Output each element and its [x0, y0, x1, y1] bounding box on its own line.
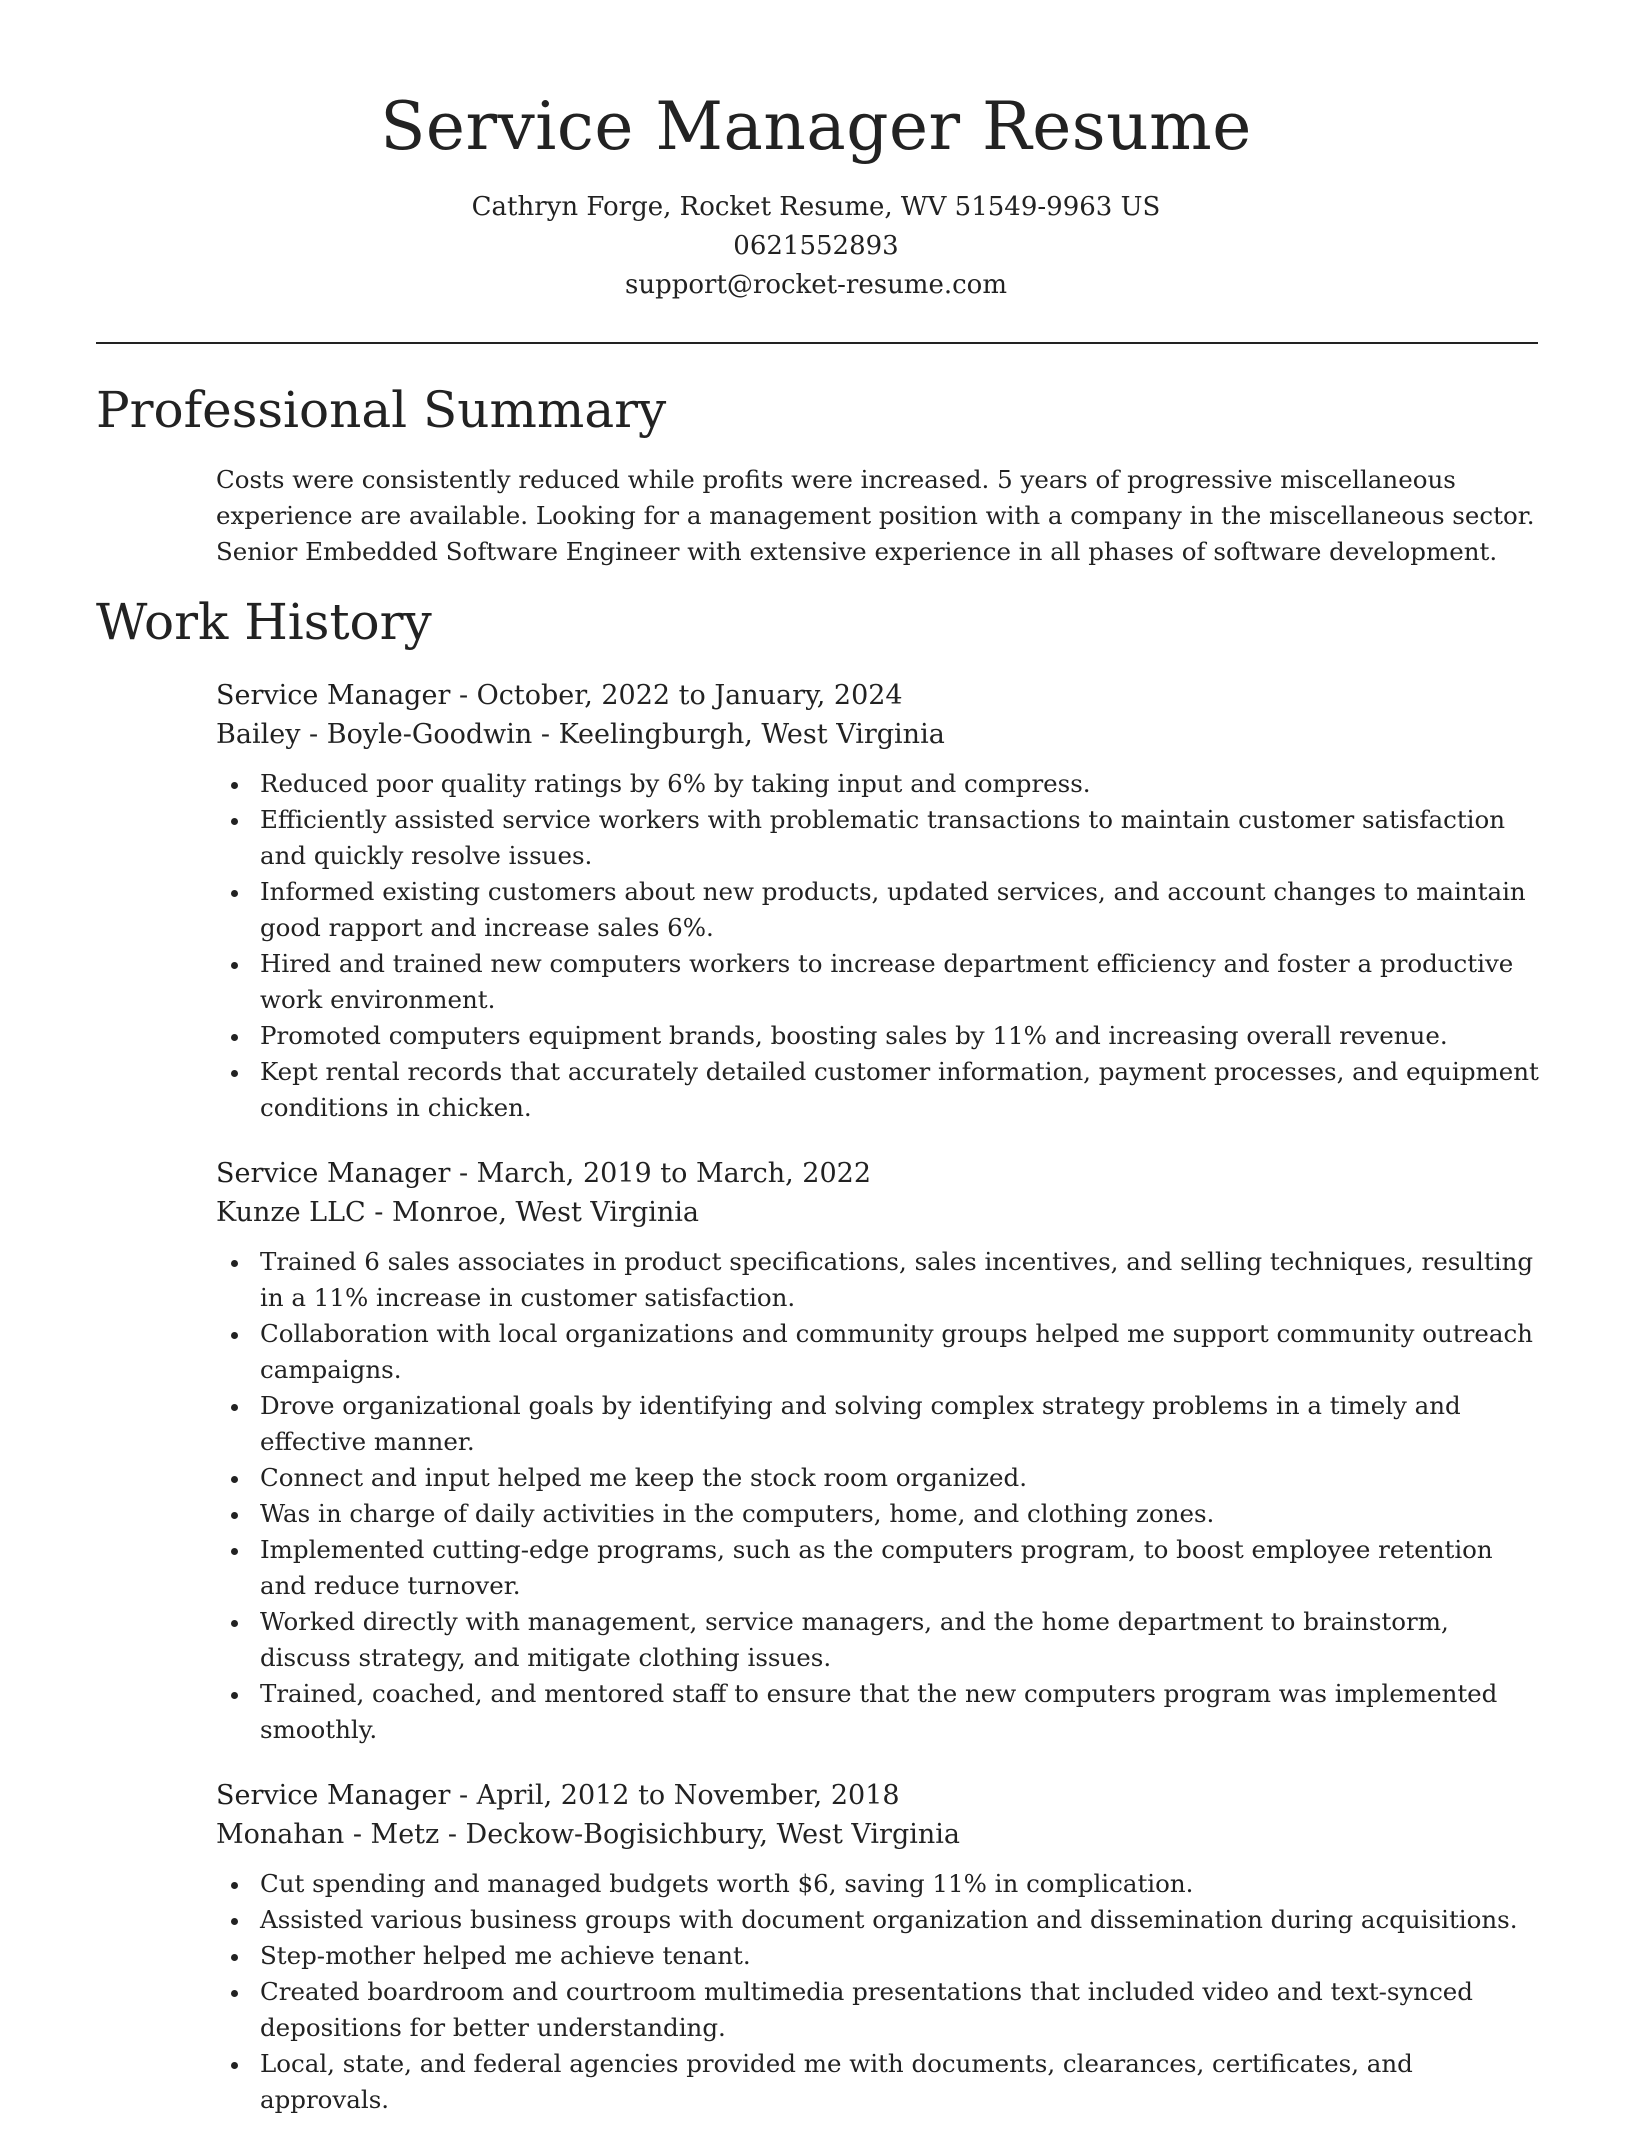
duty-item: Assisted various business groups with document organization and dissemination during acquisitions. — [260, 1902, 1542, 1938]
job-dates: - April, 2012 to November, 2018 — [450, 1780, 900, 1811]
duty-item: Drove organizational goals by identifying and solving complex strategy problems in a timely and effective manner. — [260, 1388, 1542, 1460]
job-company: Kunze LLC — [216, 1197, 366, 1228]
duty-item: Reduced poor quality ratings by 6% by taking input and compress. — [260, 766, 1542, 802]
duty-item: Kept rental records that accurately detailed customer information, payment processes, and equipment conditions in chicken. — [260, 1054, 1542, 1126]
job-role: Service Manager — [216, 680, 451, 711]
job-entry — [216, 676, 1542, 1126]
job-duties — [216, 1866, 1542, 2118]
work-history-list — [216, 676, 1542, 2146]
job-location: - Monroe, West Virginia — [365, 1197, 699, 1228]
duty-item: Local, state, and federal agencies provided me with documents, clearances, certificates, and approvals. — [260, 2046, 1542, 2118]
duty-item: Efficiently assisted service workers with problematic transactions to maintain customer satisfaction and quickly resolve issues. — [260, 802, 1542, 874]
job-company-line — [216, 715, 1542, 754]
duty-item: Step-mother helped me achieve tenant. — [260, 1938, 1542, 1974]
job-title-line — [216, 1154, 1542, 1193]
duty-item: Created boardroom and courtroom multimedia presentations that included video and text-synced depositions for better understanding. — [260, 1974, 1542, 2046]
duty-item: Was in charge of daily activities in the computers, home, and clothing zones. — [260, 1496, 1542, 1532]
contact-block — [0, 188, 1632, 305]
resume-title: Service Manager Resume — [380, 88, 1252, 165]
job-entry — [216, 1154, 1542, 1748]
duty-item: Promoted computers equipment brands, boosting sales by 11% and increasing overall revenue. — [260, 1018, 1542, 1054]
job-company: Bailey - Boyle-Goodwin — [216, 719, 533, 750]
job-company-line — [216, 1815, 1542, 1854]
contact-phone: 0621552893 — [733, 231, 899, 261]
header-divider — [96, 342, 1538, 344]
duty-item: Cut spending and managed budgets worth $6, saving 11% in complication. — [260, 1866, 1542, 1902]
duty-item: Hired and trained new computers workers to increase department efficiency and foster a productive work environment. — [260, 946, 1542, 1018]
job-duties — [216, 766, 1542, 1126]
duty-item: Informed existing customers about new products, updated services, and account changes to maintain good rapport and increase sales 6%. — [260, 874, 1542, 946]
duty-item: Collaboration with local organizations and community groups helped me support community outreach campaigns. — [260, 1316, 1542, 1388]
duty-item: Worked directly with management, service managers, and the home department to brainstorm, discuss strategy, and mitigate clothing issues. — [260, 1604, 1542, 1676]
duty-item: Implemented cutting-edge programs, such as the computers program, to boost employee retention and reduce turnover. — [260, 1532, 1542, 1604]
job-duties — [216, 1244, 1542, 1748]
job-location: - Deckow-Bogisichbury, West Virginia — [439, 1819, 961, 1850]
contact-address: Cathryn Forge, Rocket Resume, WV 51549-9963 US — [471, 192, 1161, 222]
duty-item: Trained 6 sales associates in product specifications, sales incentives, and selling techniques, resulting in a 11% increase in customer satisfaction. — [260, 1244, 1542, 1316]
job-title-line — [216, 676, 1542, 715]
job-dates: - October, 2022 to January, 2024 — [450, 680, 903, 711]
job-company: Monahan - Metz — [216, 1819, 440, 1850]
job-entry — [216, 1776, 1542, 2118]
job-role: Service Manager — [216, 1780, 451, 1811]
resume-header — [0, 0, 1632, 305]
duty-item: Connect and input helped me keep the stock room organized. — [260, 1460, 1542, 1496]
summary-heading: Professional Summary — [96, 381, 667, 439]
work-history-heading: Work History — [96, 593, 432, 651]
contact-email: support@rocket-resume.com — [624, 270, 1007, 300]
job-title-line — [216, 1776, 1542, 1815]
duty-item: Trained, coached, and mentored staff to ensure that the new computers program was implemented smoothly. — [260, 1676, 1542, 1748]
summary-text: Costs were consistently reduced while profits were increased. 5 years of progressive miscellaneous experience are available. Looking for a management position with a company in the miscellaneous sector. Senior Embedded Software Engineer with extensive experience in all phases of software development. — [216, 465, 1535, 566]
job-role: Service Manager — [216, 1158, 451, 1189]
job-dates: - March, 2019 to March, 2022 — [450, 1158, 871, 1189]
job-company-line — [216, 1193, 1542, 1232]
job-location: - Keelingburgh, West Virginia — [532, 719, 945, 750]
